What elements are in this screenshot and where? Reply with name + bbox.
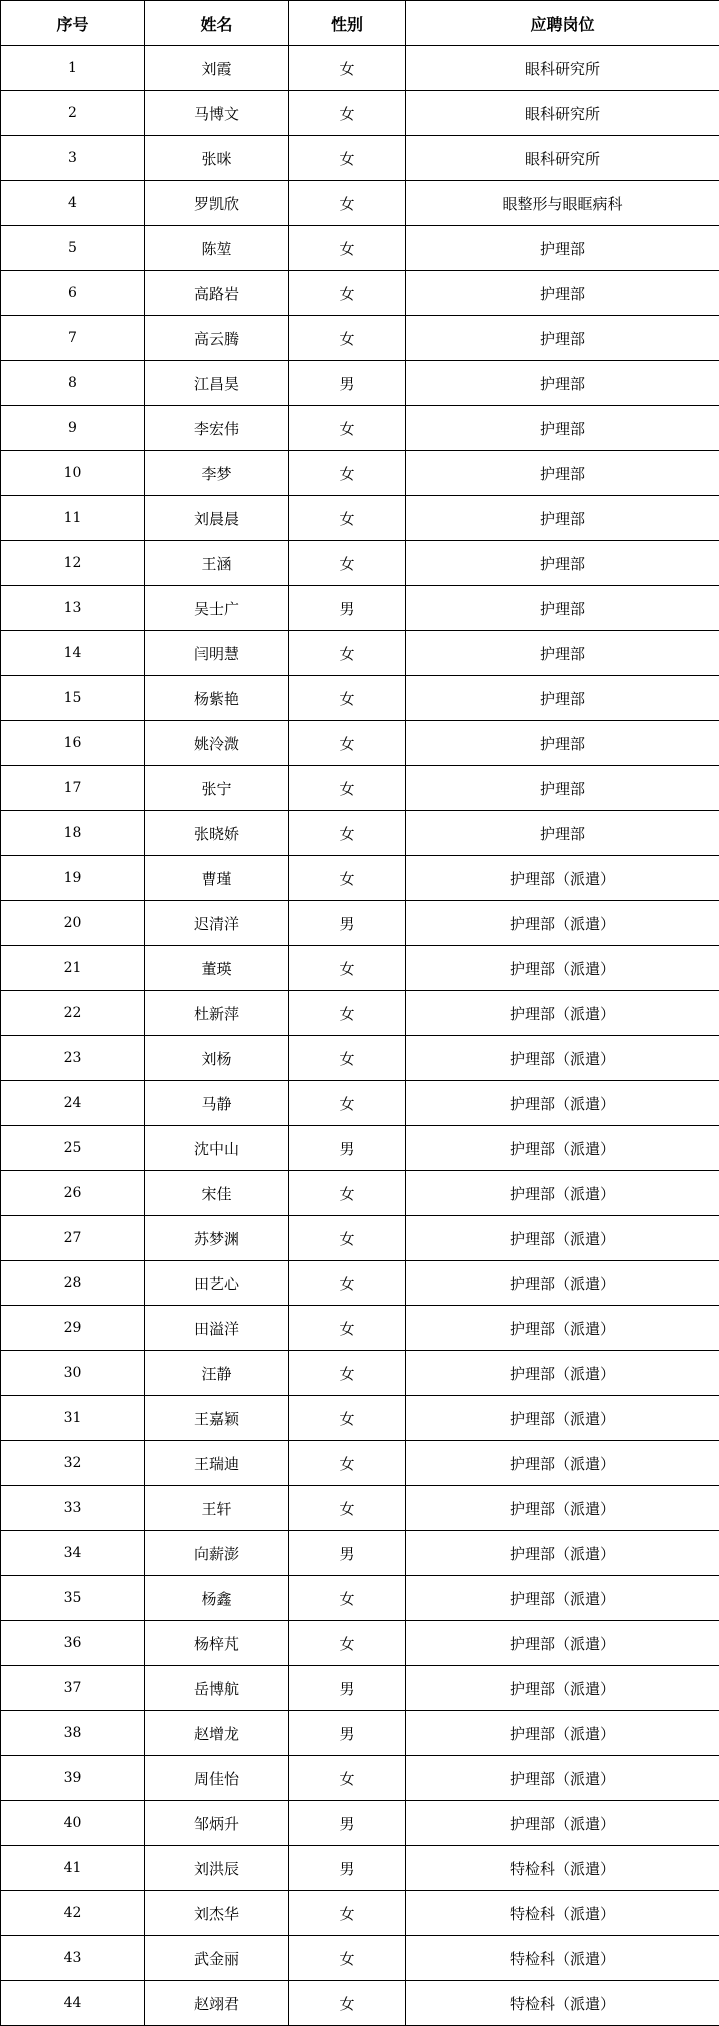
cell-applied-position: 护理部（派遣） <box>406 1396 719 1441</box>
cell-serial-number: 35 <box>1 1576 145 1621</box>
cell-serial-number: 43 <box>1 1936 145 1981</box>
table-row <box>1 1081 719 1126</box>
cell-serial-number: 2 <box>1 91 145 136</box>
cell-name: 江昌昊 <box>145 361 289 406</box>
table-row <box>1 1351 719 1396</box>
cell-gender: 女 <box>289 1486 406 1531</box>
cell-name: 吴士广 <box>145 586 289 631</box>
cell-applied-position: 护理部（派遣） <box>406 1711 719 1756</box>
cell-name: 杨紫艳 <box>145 676 289 721</box>
cell-applied-position: 护理部 <box>406 361 719 406</box>
cell-serial-number: 44 <box>1 1981 145 2026</box>
cell-applied-position: 护理部（派遣） <box>406 1351 719 1396</box>
table-row <box>1 676 719 721</box>
cell-gender: 女 <box>289 271 406 316</box>
cell-applied-position: 护理部 <box>406 226 719 271</box>
table-row <box>1 46 719 91</box>
cell-applied-position: 眼科研究所 <box>406 91 719 136</box>
cell-applied-position: 护理部 <box>406 316 719 361</box>
table-row <box>1 1036 719 1081</box>
table-row <box>1 1576 719 1621</box>
table-row <box>1 1306 719 1351</box>
cell-gender: 男 <box>289 901 406 946</box>
table-row <box>1 1396 719 1441</box>
cell-gender: 女 <box>289 181 406 226</box>
cell-gender: 女 <box>289 316 406 361</box>
cell-applied-position: 护理部（派遣） <box>406 1216 719 1261</box>
cell-name: 邹炳升 <box>145 1801 289 1846</box>
cell-serial-number: 36 <box>1 1621 145 1666</box>
cell-name: 王涵 <box>145 541 289 586</box>
cell-name: 李宏伟 <box>145 406 289 451</box>
cell-name: 田艺心 <box>145 1261 289 1306</box>
cell-gender: 女 <box>289 991 406 1036</box>
cell-applied-position: 护理部（派遣） <box>406 1081 719 1126</box>
table-row <box>1 1216 719 1261</box>
cell-gender: 女 <box>289 1891 406 1936</box>
cell-serial-number: 4 <box>1 181 145 226</box>
cell-serial-number: 34 <box>1 1531 145 1576</box>
cell-name: 汪静 <box>145 1351 289 1396</box>
table-body <box>1 46 719 2026</box>
cell-serial-number: 8 <box>1 361 145 406</box>
cell-gender: 女 <box>289 226 406 271</box>
cell-serial-number: 11 <box>1 496 145 541</box>
table-row <box>1 1891 719 1936</box>
cell-serial-number: 20 <box>1 901 145 946</box>
cell-applied-position: 护理部（派遣） <box>406 856 719 901</box>
cell-applied-position: 护理部（派遣） <box>406 1126 719 1171</box>
cell-applied-position: 护理部（派遣） <box>406 1441 719 1486</box>
cell-serial-number: 18 <box>1 811 145 856</box>
cell-applied-position: 护理部 <box>406 676 719 721</box>
table-row <box>1 271 719 316</box>
cell-applied-position: 护理部（派遣） <box>406 1756 719 1801</box>
cell-gender: 男 <box>289 1846 406 1891</box>
cell-name: 刘晨晨 <box>145 496 289 541</box>
header-serial-number: 序号 <box>1 1 145 46</box>
cell-serial-number: 16 <box>1 721 145 766</box>
table-row <box>1 766 719 811</box>
cell-gender: 女 <box>289 1756 406 1801</box>
cell-name: 杜新萍 <box>145 991 289 1036</box>
cell-name: 苏梦渊 <box>145 1216 289 1261</box>
cell-name: 杨梓芃 <box>145 1621 289 1666</box>
cell-serial-number: 22 <box>1 991 145 1036</box>
cell-gender: 女 <box>289 1171 406 1216</box>
cell-serial-number: 10 <box>1 451 145 496</box>
cell-serial-number: 17 <box>1 766 145 811</box>
cell-gender: 女 <box>289 1081 406 1126</box>
cell-name: 周佳怡 <box>145 1756 289 1801</box>
cell-serial-number: 15 <box>1 676 145 721</box>
cell-serial-number: 12 <box>1 541 145 586</box>
cell-serial-number: 19 <box>1 856 145 901</box>
table-row <box>1 181 719 226</box>
cell-gender: 女 <box>289 811 406 856</box>
table-row <box>1 586 719 631</box>
table-header <box>1 1 719 46</box>
table-row <box>1 856 719 901</box>
table-row <box>1 1711 719 1756</box>
table-row <box>1 1261 719 1306</box>
cell-serial-number: 23 <box>1 1036 145 1081</box>
cell-gender: 女 <box>289 1216 406 1261</box>
cell-name: 刘杰华 <box>145 1891 289 1936</box>
cell-gender: 女 <box>289 1036 406 1081</box>
cell-gender: 女 <box>289 496 406 541</box>
table-row <box>1 496 719 541</box>
cell-gender: 男 <box>289 1531 406 1576</box>
cell-name: 高路岩 <box>145 271 289 316</box>
cell-applied-position: 护理部（派遣） <box>406 946 719 991</box>
header-applied-position: 应聘岗位 <box>406 1 719 46</box>
cell-gender: 女 <box>289 946 406 991</box>
cell-name: 姚泠溦 <box>145 721 289 766</box>
cell-applied-position: 护理部（派遣） <box>406 901 719 946</box>
cell-name: 罗凯欣 <box>145 181 289 226</box>
cell-name: 刘杨 <box>145 1036 289 1081</box>
cell-applied-position: 护理部 <box>406 271 719 316</box>
table-row <box>1 811 719 856</box>
cell-gender: 女 <box>289 1936 406 1981</box>
cell-serial-number: 7 <box>1 316 145 361</box>
cell-serial-number: 24 <box>1 1081 145 1126</box>
table-row <box>1 226 719 271</box>
table-row <box>1 541 719 586</box>
cell-applied-position: 护理部 <box>406 541 719 586</box>
cell-serial-number: 13 <box>1 586 145 631</box>
cell-name: 刘洪辰 <box>145 1846 289 1891</box>
cell-applied-position: 护理部（派遣） <box>406 1261 719 1306</box>
cell-gender: 女 <box>289 136 406 181</box>
cell-applied-position: 护理部（派遣） <box>406 1666 719 1711</box>
cell-serial-number: 26 <box>1 1171 145 1216</box>
cell-name: 李梦 <box>145 451 289 496</box>
table-row <box>1 1486 719 1531</box>
cell-gender: 男 <box>289 1666 406 1711</box>
cell-serial-number: 30 <box>1 1351 145 1396</box>
cell-applied-position: 护理部 <box>406 496 719 541</box>
cell-gender: 女 <box>289 676 406 721</box>
cell-serial-number: 28 <box>1 1261 145 1306</box>
cell-gender: 女 <box>289 406 406 451</box>
cell-serial-number: 14 <box>1 631 145 676</box>
cell-serial-number: 3 <box>1 136 145 181</box>
cell-applied-position: 护理部（派遣） <box>406 1621 719 1666</box>
cell-applied-position: 特检科（派遣） <box>406 1981 719 2026</box>
cell-gender: 女 <box>289 46 406 91</box>
cell-serial-number: 29 <box>1 1306 145 1351</box>
table-row <box>1 1441 719 1486</box>
cell-serial-number: 42 <box>1 1891 145 1936</box>
cell-applied-position: 眼整形与眼眶病科 <box>406 181 719 226</box>
cell-name: 马博文 <box>145 91 289 136</box>
cell-gender: 女 <box>289 1261 406 1306</box>
cell-serial-number: 9 <box>1 406 145 451</box>
cell-name: 曹瑾 <box>145 856 289 901</box>
cell-name: 迟清洋 <box>145 901 289 946</box>
cell-name: 董瑛 <box>145 946 289 991</box>
cell-applied-position: 护理部 <box>406 451 719 496</box>
table-row <box>1 361 719 406</box>
cell-name: 田溢洋 <box>145 1306 289 1351</box>
cell-name: 张晓娇 <box>145 811 289 856</box>
header-row <box>1 1 719 46</box>
cell-applied-position: 护理部（派遣） <box>406 1171 719 1216</box>
cell-serial-number: 38 <box>1 1711 145 1756</box>
header-gender: 性别 <box>289 1 406 46</box>
cell-gender: 女 <box>289 1351 406 1396</box>
cell-gender: 女 <box>289 541 406 586</box>
cell-gender: 女 <box>289 721 406 766</box>
cell-name: 马静 <box>145 1081 289 1126</box>
table-row <box>1 1981 719 2026</box>
cell-serial-number: 25 <box>1 1126 145 1171</box>
table-row <box>1 901 719 946</box>
cell-applied-position: 护理部 <box>406 766 719 811</box>
cell-serial-number: 40 <box>1 1801 145 1846</box>
table-row <box>1 1171 719 1216</box>
cell-gender: 女 <box>289 1621 406 1666</box>
cell-gender: 女 <box>289 1396 406 1441</box>
cell-gender: 女 <box>289 856 406 901</box>
cell-gender: 男 <box>289 1126 406 1171</box>
cell-gender: 男 <box>289 361 406 406</box>
cell-applied-position: 特检科（派遣） <box>406 1936 719 1981</box>
cell-applied-position: 眼科研究所 <box>406 46 719 91</box>
cell-applied-position: 护理部 <box>406 721 719 766</box>
table-row <box>1 316 719 361</box>
table-row <box>1 451 719 496</box>
cell-serial-number: 32 <box>1 1441 145 1486</box>
cell-name: 王瑞迪 <box>145 1441 289 1486</box>
cell-serial-number: 33 <box>1 1486 145 1531</box>
cell-name: 王轩 <box>145 1486 289 1531</box>
cell-name: 向薪澎 <box>145 1531 289 1576</box>
cell-gender: 女 <box>289 766 406 811</box>
cell-applied-position: 护理部 <box>406 406 719 451</box>
table-row <box>1 406 719 451</box>
table-row <box>1 631 719 676</box>
table-row <box>1 1756 719 1801</box>
cell-name: 岳博航 <box>145 1666 289 1711</box>
cell-serial-number: 41 <box>1 1846 145 1891</box>
cell-gender: 女 <box>289 91 406 136</box>
cell-applied-position: 护理部 <box>406 811 719 856</box>
cell-name: 张咪 <box>145 136 289 181</box>
cell-gender: 女 <box>289 1981 406 2026</box>
cell-name: 沈中山 <box>145 1126 289 1171</box>
cell-applied-position: 护理部（派遣） <box>406 991 719 1036</box>
cell-name: 刘霞 <box>145 46 289 91</box>
cell-gender: 男 <box>289 586 406 631</box>
cell-serial-number: 31 <box>1 1396 145 1441</box>
cell-applied-position: 护理部（派遣） <box>406 1306 719 1351</box>
cell-gender: 男 <box>289 1801 406 1846</box>
cell-applied-position: 护理部（派遣） <box>406 1576 719 1621</box>
table-row <box>1 721 719 766</box>
table-row <box>1 946 719 991</box>
cell-serial-number: 21 <box>1 946 145 991</box>
cell-gender: 女 <box>289 1306 406 1351</box>
cell-gender: 女 <box>289 631 406 676</box>
cell-name: 武金丽 <box>145 1936 289 1981</box>
cell-gender: 男 <box>289 1711 406 1756</box>
cell-gender: 女 <box>289 1441 406 1486</box>
cell-applied-position: 护理部（派遣） <box>406 1486 719 1531</box>
cell-gender: 女 <box>289 451 406 496</box>
cell-name: 杨鑫 <box>145 1576 289 1621</box>
cell-applied-position: 护理部（派遣） <box>406 1036 719 1081</box>
table-row <box>1 1126 719 1171</box>
cell-name: 宋佳 <box>145 1171 289 1216</box>
cell-applied-position: 护理部 <box>406 631 719 676</box>
cell-serial-number: 39 <box>1 1756 145 1801</box>
table-row <box>1 991 719 1036</box>
header-name: 姓名 <box>145 1 289 46</box>
cell-applied-position: 护理部（派遣） <box>406 1801 719 1846</box>
table-row <box>1 1801 719 1846</box>
cell-serial-number: 27 <box>1 1216 145 1261</box>
table-row <box>1 1936 719 1981</box>
cell-applied-position: 眼科研究所 <box>406 136 719 181</box>
table-row <box>1 91 719 136</box>
table-row <box>1 1621 719 1666</box>
cell-name: 赵增龙 <box>145 1711 289 1756</box>
cell-applied-position: 特检科（派遣） <box>406 1846 719 1891</box>
cell-name: 高云腾 <box>145 316 289 361</box>
cell-gender: 女 <box>289 1576 406 1621</box>
cell-name: 张宁 <box>145 766 289 811</box>
cell-name: 陈堃 <box>145 226 289 271</box>
cell-serial-number: 1 <box>1 46 145 91</box>
cell-serial-number: 5 <box>1 226 145 271</box>
table-row <box>1 1531 719 1576</box>
cell-name: 闫明慧 <box>145 631 289 676</box>
cell-name: 赵翊君 <box>145 1981 289 2026</box>
cell-applied-position: 护理部（派遣） <box>406 1531 719 1576</box>
table-row <box>1 1666 719 1711</box>
cell-applied-position: 护理部 <box>406 586 719 631</box>
cell-serial-number: 6 <box>1 271 145 316</box>
table-row <box>1 1846 719 1891</box>
cell-applied-position: 特检科（派遣） <box>406 1891 719 1936</box>
cell-serial-number: 37 <box>1 1666 145 1711</box>
cell-name: 王嘉颖 <box>145 1396 289 1441</box>
table-row <box>1 136 719 181</box>
